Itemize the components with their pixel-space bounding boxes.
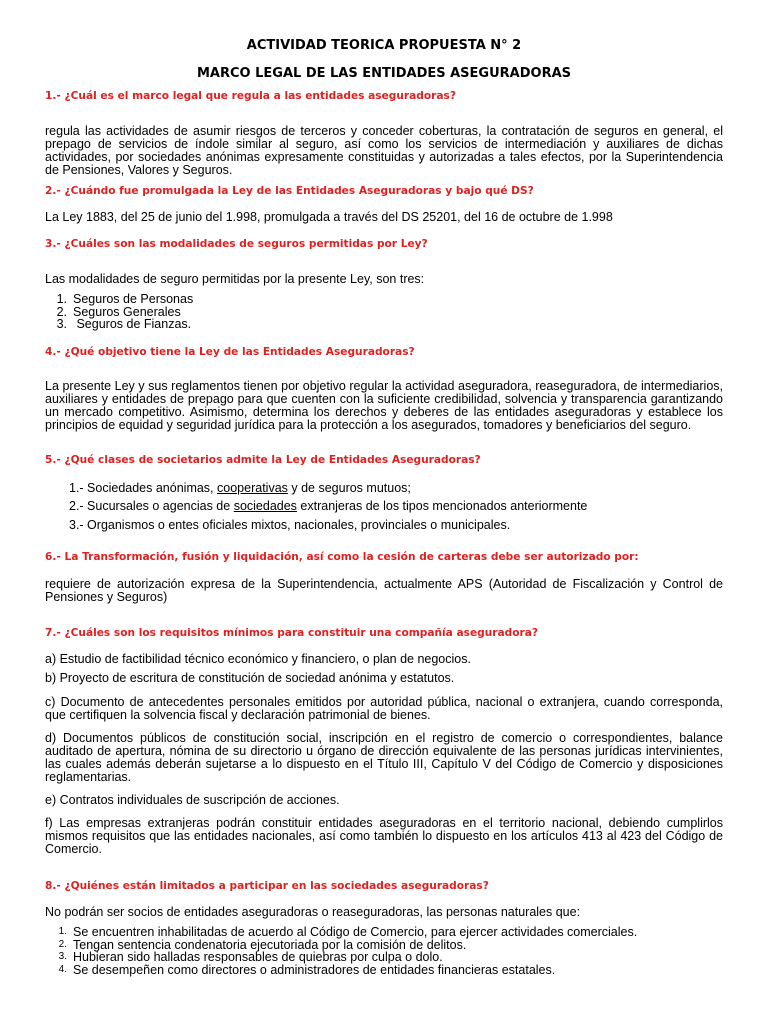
list-text: Seguros Generales (73, 304, 181, 319)
list-text: Tengan sentencia condenatoria ejecutoriada por la comisión de delitos. (73, 937, 467, 952)
requirement-a: a) Estudio de factibilidad técnico económico y financiero, o plan de negocios. (45, 652, 471, 666)
list-item (45, 964, 637, 977)
question-3: 3.- ¿Cuáles son las modalidades de seguros permitidas por Ley? (45, 238, 428, 250)
list-number: 1. (56, 292, 67, 306)
document-subtitle: MARCO LEGAL DE LAS ENTIDADES ASEGURADORAS (196, 66, 572, 81)
modalities-list (45, 293, 193, 331)
list-number: 3. (58, 951, 67, 963)
list-number: 2. (56, 304, 67, 319)
answer-4: La presente Ley y sus reglamentos tienen por objetivo regular la actividad aseguradora, reaseguradora, de intermediarios, auxiliares y entidades de prepago para que cuenten con la suficiente credibilidad, solvencia y transparencia garantizando un mercado competitivo. Asimismo, determina los derechos y deberes de las entidades aseguradoras y establece los principios de equidad y seguridad jurídica para la protección a los asegurados, tomadores y beneficiarios del seguro. (45, 379, 723, 432)
list-text: Hubieran sido halladas responsables de quiebras por culpa o dolo. (73, 950, 443, 965)
society-type-2: 2.- Sucursales o agencias de sociedades extranjeras de los tipos mencionados anteriormente (69, 499, 588, 513)
question-6: 6.- La Transformación, fusión y liquidación, así como la cesión de carteras debe ser autorizado por: (45, 551, 639, 563)
list-text: Seguros de Fianzas. (73, 317, 192, 332)
document-title: ACTIVIDAD TEORICA PROPUESTA N° 2 (246, 38, 522, 53)
question-2: 2.- ¿Cuándo fue promulgada la Ley de las Entidades Aseguradoras y bajo qué DS? (45, 185, 534, 197)
requirement-b: b) Proyecto de escritura de constitución de sociedad anónima y estatutos. (45, 671, 455, 685)
requirement-d: d) Documentos públicos de constitución social, inscripción en el registro de comercio o correspondientes, balance auditado de apertura, nómina de su directorio u órgano de dirección equivalente de las personas jurídicas intervinientes, las cuales además deberán sujetarse a lo dispuesto en el Título III, Capítulo V del Código de Comercio y disposiciones reglamentarias. (45, 731, 723, 784)
question-1: 1.- ¿Cuál es el marco legal que regula a las entidades aseguradoras? (45, 90, 456, 102)
list-text: Seguros de Personas (73, 292, 194, 306)
list-number: 4. (58, 963, 67, 975)
list-text: Se encuentren inhabilitadas de acuerdo al Código de Comercio, para ejercer actividades comerciales. (73, 925, 638, 939)
answer-2: La Ley 1883, del 25 de junio del 1.998, promulgada a través del DS 25201, del 16 de octubre de 1.998 (45, 210, 613, 224)
list-item (45, 951, 637, 964)
requirement-c: c) Documento de antecedentes personales emitidos por autoridad pública, nacional o extranjera, cuando corresponda, que certifiquen la solvencia fiscal y declaración patrimonial de bienes. (45, 695, 723, 722)
requirement-e: e) Contratos individuales de suscripción de acciones. (45, 793, 340, 807)
society-type-1: 1.- Sociedades anónimas, cooperativas y de seguros mutuos; (69, 481, 411, 495)
requirement-f: f) Las empresas extranjeras podrán constituir entidades aseguradoras en el territorio nacional, debiendo cumplirlos mismos requisitos que las entidades nacionales, así como también lo dispuesto en los artículos 413 al 423 del Código de Comercio. (45, 816, 723, 856)
list-number: 2. (58, 938, 67, 950)
answer-1: regula las actividades de asumir riesgos de terceros y conceder coberturas, la contratación de seguros en general, el prepago de servicios de índole similar al seguro, así como los servicios de intermediación y auxiliares de dichas actividades, por sociedades anónimas expresamente constituidas y autorizadas a tales efectos, por la Superintendencia de Pensiones, Valores y Seguros. (45, 124, 723, 177)
list-item (45, 293, 193, 306)
question-7: 7.- ¿Cuáles son los requisitos mínimos para constituir una compañía aseguradora? (45, 627, 539, 639)
answer-8-intro: No podrán ser socios de entidades aseguradoras o reaseguradoras, las personas naturales que: (45, 905, 581, 919)
restrictions-list (45, 926, 637, 976)
question-4: 4.- ¿Qué objetivo tiene la Ley de las Entidades Aseguradoras? (45, 346, 415, 358)
answer-3-intro: Las modalidades de seguro permitidas por la presente Ley, son tres: (45, 272, 425, 286)
list-item (45, 318, 193, 331)
list-number: 3. (56, 317, 67, 332)
question-5: 5.- ¿Qué clases de societarios admite la Ley de Entidades Aseguradoras? (45, 454, 481, 466)
list-number: 1. (58, 926, 67, 937)
answer-6: requiere de autorización expresa de la Superintendencia, actualmente APS (Autoridad de Fiscalización y Control de Pensiones y Seguros) (45, 577, 723, 604)
society-type-3: 3.- Organismos o entes oficiales mixtos, nacionales, provinciales o municipales. (69, 518, 511, 532)
list-item (45, 926, 637, 939)
list-text: Se desempeñen como directores o administradores de entidades financieras estatales. (73, 962, 556, 977)
question-8: 8.- ¿Quiénes están limitados a participar en las sociedades aseguradoras? (45, 880, 489, 892)
